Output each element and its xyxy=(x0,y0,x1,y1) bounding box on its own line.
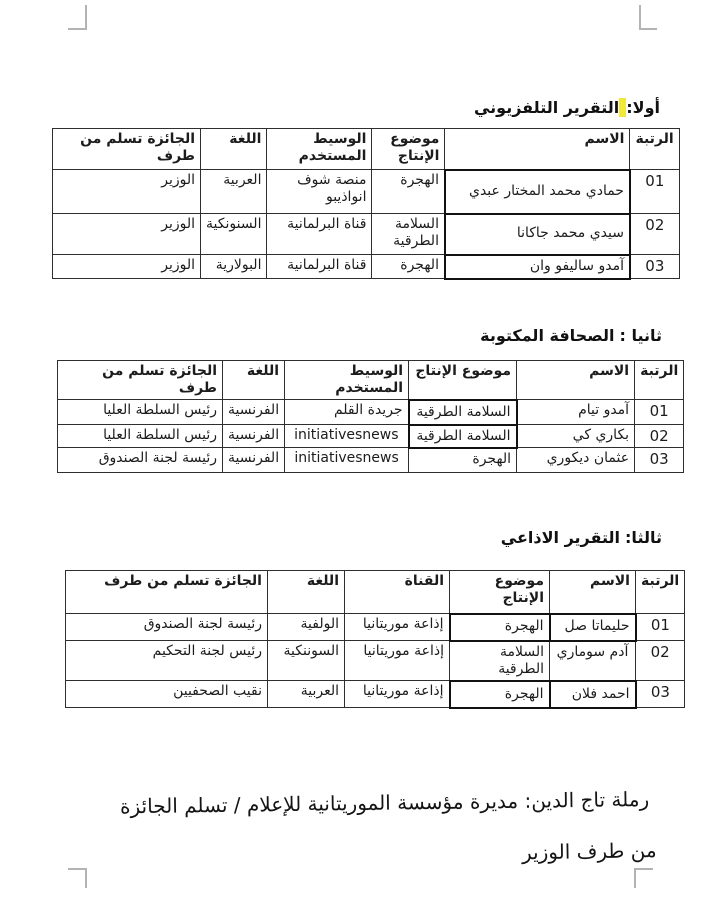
table-row xyxy=(53,170,680,214)
cell-subject: الهجرة xyxy=(409,448,517,473)
heading-prefix: ثالثا: xyxy=(625,528,662,547)
col-header-subject: موضوع الإنتاج xyxy=(372,129,445,170)
table-header-row xyxy=(53,129,680,170)
cell-language: السوننكية xyxy=(268,641,345,681)
heading-prefix: أولا: xyxy=(626,98,660,117)
cell-subject: السلامة الطرقية xyxy=(450,641,550,681)
table-row xyxy=(58,448,684,473)
heading-rest: الصحافة المكتوبة xyxy=(480,326,615,345)
cell-subject: الهجرة xyxy=(450,681,550,708)
table-row xyxy=(58,425,684,448)
col-header-language: اللغة xyxy=(223,361,285,400)
table-row xyxy=(53,255,680,279)
cell-name: احمد فلان xyxy=(550,681,636,708)
cell-rank: 02 xyxy=(635,425,684,448)
col-header-rank: الرتبة xyxy=(636,571,685,614)
footer-note-line2: من طرف الوزير xyxy=(522,838,658,865)
cell-subject: الهجرة xyxy=(372,170,445,214)
cell-prize: الوزير xyxy=(53,170,201,214)
col-header-prize: الجائزة تسلم من طرف xyxy=(58,361,223,400)
cell-subject: السلامة الطرقية xyxy=(409,400,517,425)
cell-language: العربية xyxy=(268,681,345,708)
col-header-prize: الجائزة تسلم من طرف xyxy=(53,129,201,170)
cell-name: آدم سوماري xyxy=(550,641,636,681)
corner-mark-bottom-right-icon xyxy=(634,868,653,888)
col-header-name: الاسم xyxy=(550,571,636,614)
col-header-medium: الوسيط المستخدم xyxy=(267,129,372,170)
table-row xyxy=(66,614,685,641)
cell-name: عثمان ديكوري xyxy=(517,448,635,473)
cell-rank: 03 xyxy=(635,448,684,473)
corner-mark-top-left-icon xyxy=(68,5,87,30)
col-header-language: اللغة xyxy=(268,571,345,614)
cell-medium: منصة شوف انواذيبو xyxy=(267,170,372,214)
table-header-row xyxy=(66,571,685,614)
cell-prize: رئيسة لجنة الصندوق xyxy=(66,614,268,641)
cell-rank: 03 xyxy=(636,681,685,708)
table-row xyxy=(66,641,685,681)
section-heading-radio xyxy=(501,528,662,547)
cell-prize: رئيس لجنة التحكيم xyxy=(66,641,268,681)
table-row xyxy=(58,400,684,425)
col-header-name: الاسم xyxy=(445,129,630,170)
cell-subject: الهجرة xyxy=(372,255,445,279)
cell-name: حليماتا صل xyxy=(550,614,636,641)
cell-medium: قناة البرلمانية xyxy=(267,255,372,279)
cell-channel: إذاعة موريتانيا xyxy=(345,614,450,641)
cell-subject: السلامة الطرقية xyxy=(409,425,517,448)
cell-rank: 01 xyxy=(636,614,685,641)
cell-medium: قناة البرلمانية xyxy=(267,214,372,255)
radio-report-table xyxy=(65,570,685,709)
cell-language: البولارية xyxy=(201,255,267,279)
heading-rest: التقرير التلفزيوني xyxy=(473,98,620,117)
footer-note-line1: رملة تاج الدين: مديرة مؤسسة الموريتانية للإعلام / تسلم الجائزة xyxy=(119,787,650,819)
section-heading-tv xyxy=(474,98,660,117)
col-header-medium: الوسيط المستخدم xyxy=(285,361,409,400)
cell-name: آمدو تيام xyxy=(517,400,635,425)
cell-rank: 01 xyxy=(630,170,679,214)
cell-prize: الوزير xyxy=(53,214,201,255)
cell-language: الفرنسية xyxy=(223,400,285,425)
corner-mark-bottom-left-icon xyxy=(68,868,87,888)
table-row xyxy=(66,681,685,708)
cell-prize: رئيسة لجنة الصندوق xyxy=(58,448,223,473)
col-header-rank: الرتبة xyxy=(630,129,679,170)
col-header-subject: موضوع الإنتاج xyxy=(409,361,517,400)
cell-rank: 02 xyxy=(636,641,685,681)
col-header-language: اللغة xyxy=(201,129,267,170)
press-table xyxy=(57,360,684,473)
cell-prize: نقيب الصحفيين xyxy=(66,681,268,708)
col-header-subject: موضوع الإنتاج xyxy=(450,571,550,614)
cell-language: العربية xyxy=(201,170,267,214)
cell-prize: الوزير xyxy=(53,255,201,279)
cell-rank: 02 xyxy=(630,214,679,255)
cell-language: السنونكية xyxy=(201,214,267,255)
heading-rest: التقرير الاذاعي xyxy=(500,528,621,547)
section-heading-press xyxy=(480,326,662,345)
col-header-rank: الرتبة xyxy=(635,361,684,400)
table-header-row xyxy=(58,361,684,400)
col-header-prize: الجائزة تسلم من طرف xyxy=(66,571,268,614)
tv-report-table xyxy=(52,128,680,280)
cell-prize: رئيس السلطة العليا xyxy=(58,425,223,448)
cell-medium: جريدة القلم xyxy=(285,400,409,425)
cell-language: الفرنسية xyxy=(223,425,285,448)
cell-prize: رئيس السلطة العليا xyxy=(58,400,223,425)
cell-name: حمادي محمد المختار عبدي xyxy=(445,170,630,214)
heading-prefix: ثانيا : xyxy=(619,326,662,345)
corner-mark-top-right-icon xyxy=(639,5,657,30)
cell-rank: 03 xyxy=(630,255,679,279)
cell-name: سيدي محمد جاكانا xyxy=(445,214,630,255)
cell-medium: initiativesnews xyxy=(285,425,409,448)
col-header-channel: القناة xyxy=(345,571,450,614)
cell-subject: الهجرة xyxy=(450,614,550,641)
cell-channel: إذاعة موريتانيا xyxy=(345,681,450,708)
cell-language: الفرنسية xyxy=(223,448,285,473)
cell-rank: 01 xyxy=(635,400,684,425)
cell-medium: initiativesnews xyxy=(285,448,409,473)
cell-name: آمدو ساليفو وان xyxy=(445,255,630,279)
cell-subject: السلامة الطرقية xyxy=(372,214,445,255)
cell-name: بكاري كي xyxy=(517,425,635,448)
col-header-name: الاسم xyxy=(517,361,635,400)
cell-language: الولفية xyxy=(268,614,345,641)
table-row xyxy=(53,214,680,255)
cell-channel: إذاعة موريتانيا xyxy=(345,641,450,681)
